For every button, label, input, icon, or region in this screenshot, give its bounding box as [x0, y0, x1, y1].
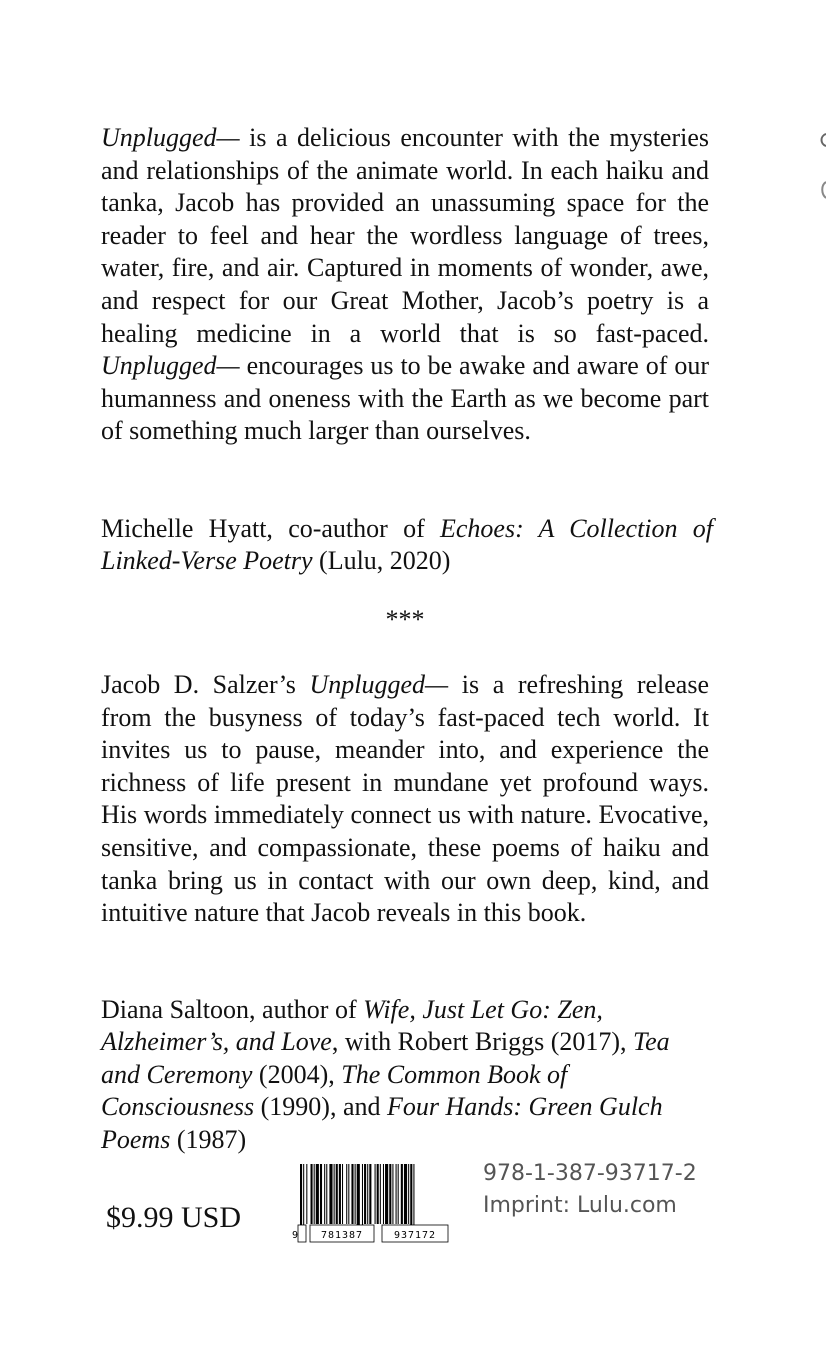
barcode-bar — [392, 1164, 393, 1224]
attribution-book: Four Hands: Green Gulch Poems — [101, 1092, 663, 1154]
blurb-prefix: Jacob D. Salzer’s — [101, 670, 310, 699]
barcode-bar — [367, 1164, 368, 1224]
price-label: $9.99 USD — [106, 1201, 242, 1234]
blurb-text: encourages us to be awake and aware of our humanness and oneness with the Earth as we become part of something much larger than ourselves. — [101, 351, 709, 446]
barcode-bar — [398, 1164, 399, 1224]
attribution-prefix: Diana Saltoon, author of — [101, 995, 364, 1024]
blurb-text: is a refreshing release from the busyness of today’s fast-paced tech world. It invites us to pause, meander into, and experience the richness of life present in mundane yet profound ways. His words immediately connect us with nature. Evocative, sensitive, and compassionate, these poems of haiku and tanka bring us in contact with our own deep, kind, and intuitive nature that Jacob reveals in this book. — [101, 670, 709, 928]
page-edge-mark — [814, 176, 826, 216]
barcode-bar — [401, 1164, 403, 1224]
book-title: Unplugged— — [309, 670, 449, 699]
barcode-bar — [413, 1164, 414, 1228]
barcode-bar — [383, 1164, 384, 1224]
barcode-bar — [364, 1164, 366, 1224]
barcode-bar — [348, 1164, 349, 1224]
attribution-hyatt — [101, 513, 713, 578]
barcode-bars — [300, 1164, 414, 1228]
barcode-bar — [320, 1164, 322, 1224]
isbn-number: 978-1-387-93717-2 — [483, 1161, 697, 1186]
barcode-bar — [339, 1164, 341, 1224]
blurb-text: is a delicious encounter with the mysteries and relationships of the animate world. In each haiku and tanka, Jacob has provided an unassuming space for the reader to feel and hear the wordless language of trees, water, fire, and air. Captured in moments of wonder, awe, and respect for our Great Mother, Jacob’s poetry is a healing medicine in a world that is so fast-paced. — [101, 123, 709, 348]
attribution-saltoon — [101, 994, 709, 1156]
book-title: Unplugged— — [101, 351, 240, 381]
attribution-book: Echoes: A Collection of Linked-Verse Poetry — [101, 514, 713, 576]
barcode-bar — [329, 1164, 332, 1224]
attribution-suffix: (Lulu, 2020) — [312, 546, 451, 576]
barcode-bar — [334, 1164, 335, 1224]
barcode-bar — [385, 1164, 388, 1224]
barcode-graphic — [290, 1162, 456, 1244]
barcode-bar — [300, 1164, 302, 1228]
barcode-bar — [410, 1164, 412, 1228]
barcode-bar — [324, 1164, 325, 1224]
barcode-bar — [311, 1164, 313, 1224]
section-separator: *** — [385, 605, 425, 634]
barcode-bar — [314, 1164, 315, 1224]
attribution-prefix: Michelle Hyatt, co-author of — [101, 514, 440, 543]
barcode-bar — [355, 1164, 356, 1224]
isbn-barcode — [290, 1162, 456, 1244]
attribution-text: (1990), and — [254, 1092, 387, 1122]
barcode-bar — [362, 1164, 363, 1228]
barcode-bar — [346, 1164, 347, 1224]
barcode-bar — [389, 1164, 391, 1224]
barcode-right-digits: 937172 — [393, 1230, 437, 1241]
barcode-bar — [369, 1164, 371, 1224]
barcode-bar — [375, 1164, 376, 1224]
barcode-bar — [404, 1164, 407, 1224]
barcode-bar — [336, 1164, 338, 1224]
barcode-bar — [342, 1164, 343, 1224]
attribution-book: Tea and Ceremony — [101, 1027, 670, 1089]
attribution-book: The Common Book of Consciousness — [101, 1059, 568, 1122]
blurb-hyatt — [101, 122, 709, 448]
barcode-bar — [380, 1164, 381, 1224]
attribution-text: (2004), — [252, 1059, 342, 1089]
page-edge-mark — [814, 130, 826, 170]
barcode-left-digits: 781387 — [320, 1230, 364, 1241]
attribution-suffix: (1987) — [170, 1124, 247, 1154]
barcode-bar — [326, 1164, 327, 1224]
barcode-digit-box — [298, 1225, 306, 1242]
barcode-bar — [377, 1164, 379, 1224]
barcode-lead-digit: 9 — [292, 1230, 299, 1241]
barcode-bar — [357, 1164, 360, 1228]
attribution-book: Wife, Just Let Go: Zen, Alzheimer’s, and Love — [101, 995, 603, 1057]
barcode-bar — [351, 1164, 353, 1224]
barcode-bar — [306, 1164, 307, 1224]
barcode-bar — [396, 1164, 397, 1224]
barcode-bar — [408, 1164, 409, 1224]
imprint-label: Imprint: Lulu.com — [483, 1193, 677, 1218]
attribution-text: , with Robert Briggs (2017), — [331, 1027, 634, 1057]
book-title: Unplugged— — [101, 123, 240, 152]
barcode-bar — [316, 1164, 319, 1224]
barcode-bar — [303, 1164, 304, 1228]
blurb-saltoon — [101, 669, 709, 930]
